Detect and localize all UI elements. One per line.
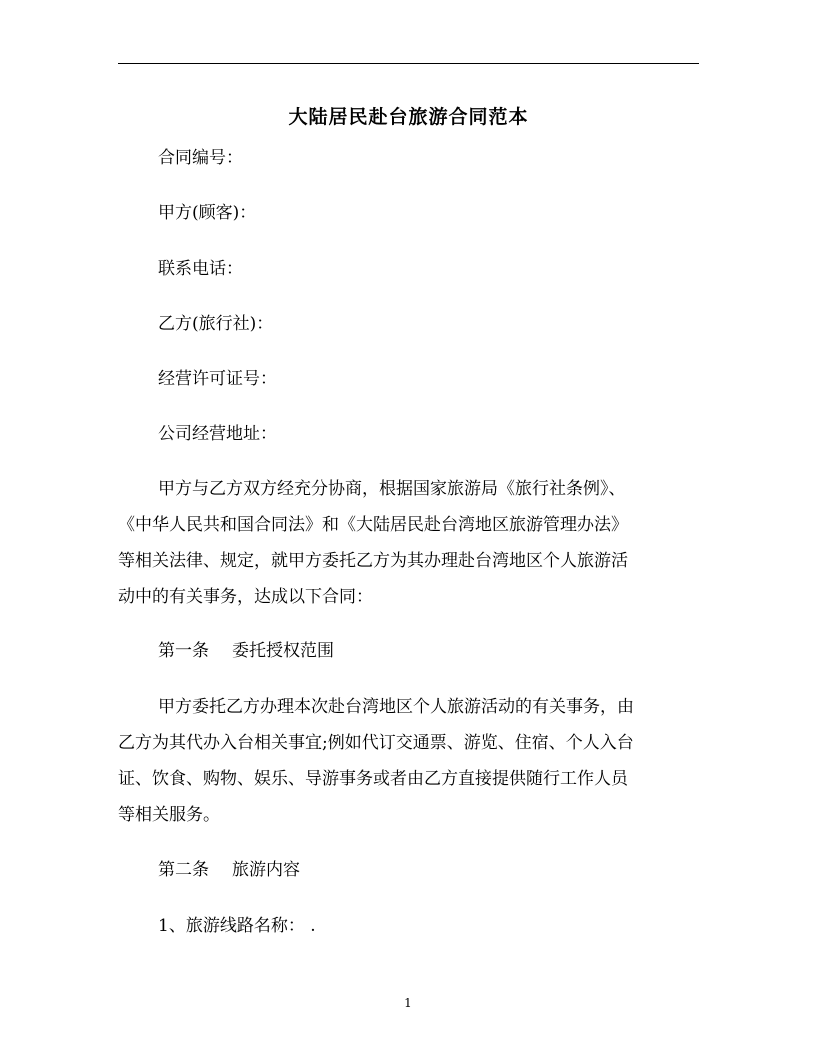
field-phone: 联系电话： bbox=[158, 259, 243, 279]
page-number: 1 bbox=[404, 996, 412, 1010]
field-party-a: 甲方(顾客)： bbox=[158, 203, 257, 223]
article-1-title: 委托授权范围 bbox=[232, 641, 334, 661]
field-license-number: 经营许可证号： bbox=[158, 369, 277, 389]
header-rule bbox=[118, 63, 699, 64]
article-1-line: 证、饮食、购物、娱乐、导游事务或者由乙方直接提供随行工作人员 bbox=[118, 769, 628, 789]
article-1-line: 甲方委托乙方办理本次赴台湾地区个人旅游活动的有关事务，由 bbox=[158, 697, 634, 717]
article-2-title: 旅游内容 bbox=[232, 860, 300, 880]
article-1-line: 乙方为其代办入台相关事宜;例如代订交通票、游览、住宿、个人入台 bbox=[118, 733, 634, 753]
item-route-name: 1、旅游线路名称： . bbox=[158, 916, 316, 936]
field-contract-number: 合同编号： bbox=[158, 148, 243, 168]
document-title: 大陆居民赴台旅游合同范本 bbox=[288, 106, 529, 128]
article-2-heading bbox=[158, 860, 300, 880]
intro-line: 《中华人民共和国合同法》和《大陆居民赴台湾地区旅游管理办法》 bbox=[118, 515, 628, 535]
article-1-line: 等相关服务。 bbox=[118, 805, 220, 825]
article-1-number: 第一条 bbox=[158, 641, 209, 661]
article-1-heading bbox=[158, 641, 334, 661]
article-2-number: 第二条 bbox=[158, 860, 209, 880]
field-party-b: 乙方(旅行社)： bbox=[158, 314, 274, 334]
intro-line: 甲方与乙方双方经充分协商，根据国家旅游局《旅行社条例》、 bbox=[158, 479, 626, 499]
intro-line: 等相关法律、规定，就甲方委托乙方为其办理赴台湾地区个人旅游活 bbox=[118, 551, 628, 571]
intro-line: 动中的有关事务，达成以下合同： bbox=[118, 587, 373, 607]
field-company-address: 公司经营地址： bbox=[158, 424, 277, 444]
